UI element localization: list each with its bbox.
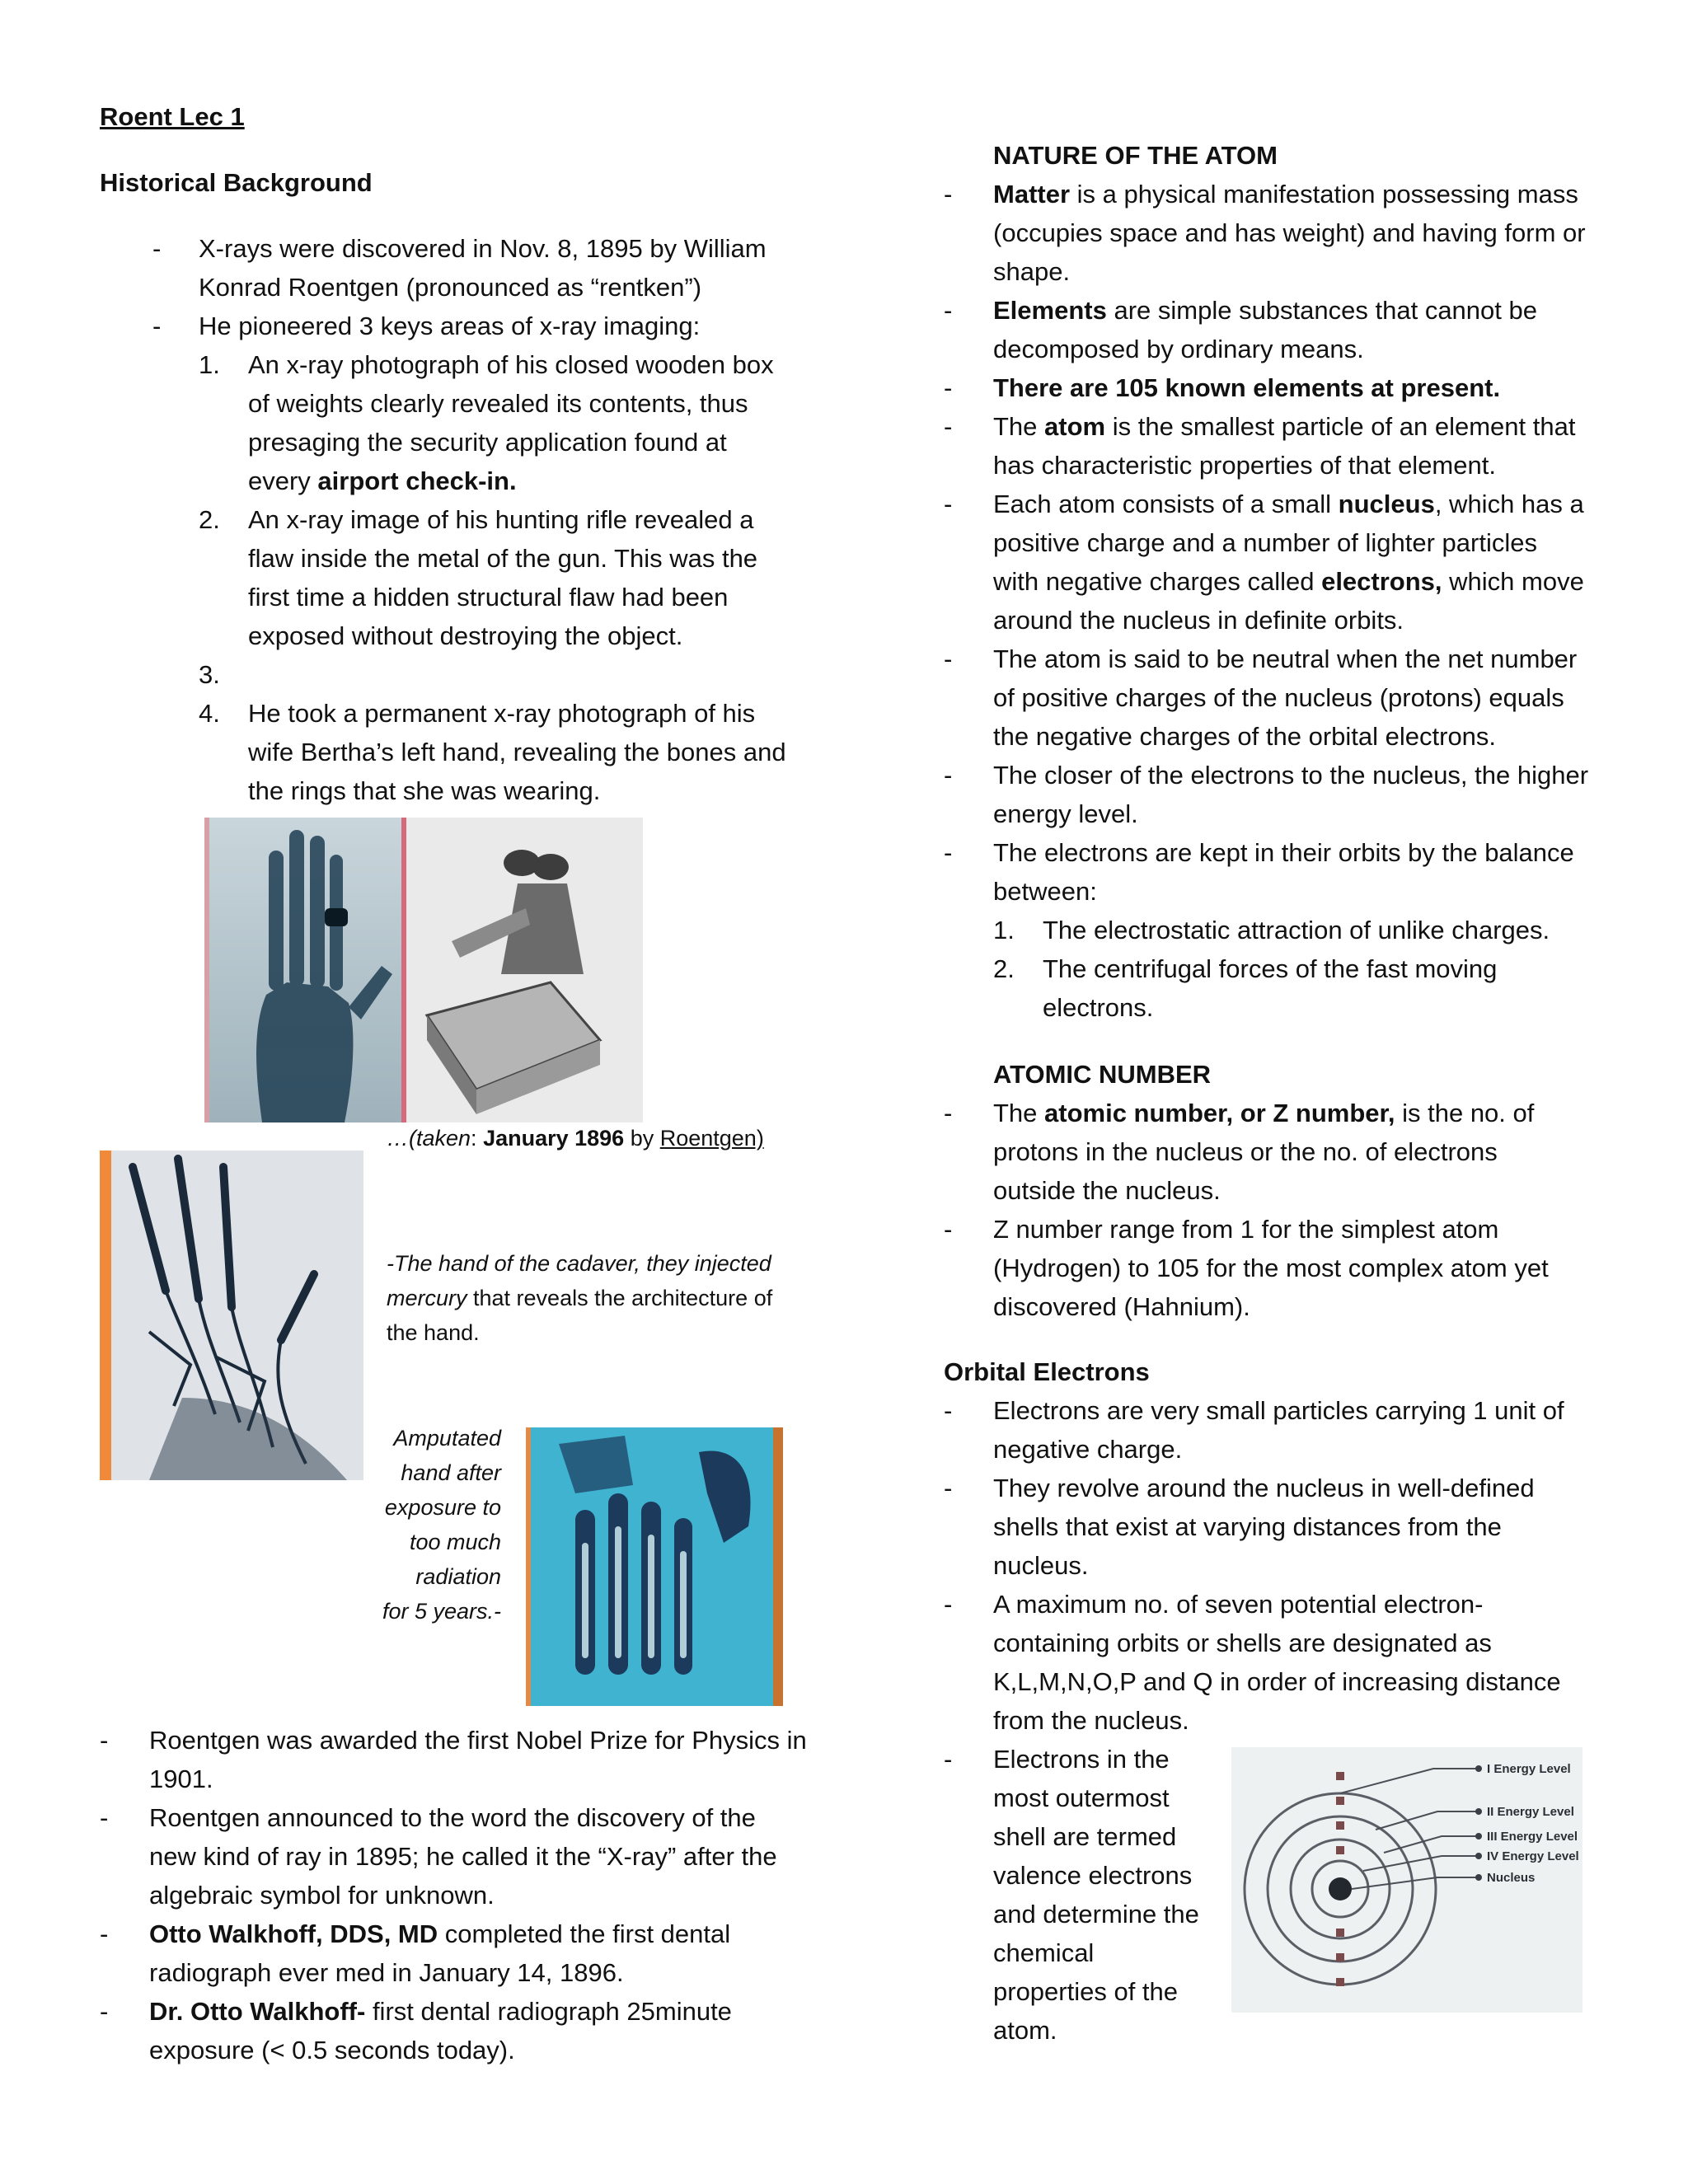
caption-line: mercury that reveals the architecture of	[387, 1286, 773, 1310]
diagram-label: I Energy Level	[1487, 1762, 1571, 1776]
diagram-label: IV Energy Level	[1487, 1849, 1579, 1863]
list-item-line: nucleus.	[993, 1551, 1089, 1580]
list-item-line: The atom is said to be neutral when the net number	[993, 644, 1578, 673]
item-number: 4.	[199, 699, 220, 728]
caption-line: radiation	[415, 1564, 501, 1589]
list-item-line: of positive charges of the nucleus (protons) equals	[993, 683, 1564, 712]
list-item-line: (Hydrogen) to 105 for the most complex atom yet	[993, 1254, 1549, 1282]
list-item-line: with negative charges called electrons, which move	[993, 567, 1584, 596]
cadaver-hand-xray-photo	[100, 1151, 363, 1480]
item-line: wife Bertha’s left hand, revealing the bones and	[248, 738, 786, 766]
list-item-line: Matter is a physical manifestation possessing mass	[993, 180, 1578, 209]
list-item-line: chemical	[993, 1938, 1095, 1967]
list-item-line: negative charge.	[993, 1435, 1183, 1464]
item-line: flaw inside the metal of the gun. This was the	[248, 544, 758, 573]
atom-energy-level-diagram	[1231, 1747, 1582, 2013]
item-line: electrons.	[1043, 993, 1154, 1022]
item-number: 3.	[199, 660, 220, 689]
list-item-line: the negative charges of the orbital electrons.	[993, 722, 1497, 751]
list-item-line: 1901.	[149, 1765, 213, 1793]
item-line: An x-ray photograph of his closed wooden box	[248, 350, 774, 379]
diagram-label: Nucleus	[1487, 1871, 1536, 1885]
list-item-line: Elements are simple substances that cannot be	[993, 296, 1537, 325]
item-line: of weights clearly revealed its contents, thus	[248, 389, 748, 418]
item-number: 1.	[199, 350, 220, 379]
caption-cadaver	[387, 1246, 815, 1350]
list-item-line: around the nucleus in definite orbits.	[993, 606, 1404, 635]
list-item-line: properties of the	[993, 1977, 1179, 2006]
list-item-line: Z number range from 1 for the simplest atom	[993, 1215, 1499, 1244]
list-item-line: Roentgen was awarded the first Nobel Prize for Physics in	[149, 1726, 807, 1755]
item-number: 1.	[993, 916, 1015, 944]
list-item-line: Electrons are very small particles carrying 1 unit of	[993, 1396, 1564, 1425]
xray-hand-illustration	[204, 818, 643, 1122]
xray-hand-and-apparatus-photo	[204, 818, 643, 1122]
item-line: every airport check-in.	[248, 466, 517, 495]
list-item-line: containing orbits or shells are designated as	[993, 1629, 1492, 1657]
caption-amputated	[354, 1421, 501, 1629]
caption-line: for 5 years.-	[382, 1599, 501, 1624]
item-number: 2.	[199, 505, 220, 534]
document-title: Roent Lec 1	[100, 102, 245, 131]
list-item-line: Dr. Otto Walkhoff- first dental radiograph 25minute	[149, 1997, 732, 2026]
caption-line: exposure to	[384, 1495, 501, 1520]
list-item-line: energy level.	[993, 799, 1138, 828]
caption-taken: …(taken: January 1896 by Roentgen)	[387, 1126, 764, 1151]
list-item-line: valence electrons	[993, 1861, 1193, 1890]
list-item-line: decomposed by ordinary means.	[993, 335, 1364, 363]
item-line: first time a hidden structural flaw had been	[248, 583, 729, 612]
nucleus-dot	[1329, 1877, 1352, 1900]
caption-line: -The hand of the cadaver, they injected	[387, 1251, 771, 1276]
list-item-line: The electrons are kept in their orbits by the balance	[993, 838, 1574, 867]
item-line: An x-ray image of his hunting rifle revealed a	[248, 505, 754, 534]
list-item-line: He pioneered 3 keys areas of x-ray imaging:	[199, 312, 701, 340]
list-item-line: atom.	[993, 2016, 1057, 2045]
list-item-line: and determine the	[993, 1900, 1199, 1929]
list-item-line: discovered (Hahnium).	[993, 1292, 1250, 1321]
list-item-line: protons in the nucleus or the no. of electrons	[993, 1137, 1498, 1166]
item-line: the rings that she was wearing.	[248, 776, 601, 805]
list-item-line: shells that exist at varying distances from the	[993, 1512, 1502, 1541]
list-item-line: has characteristic properties of that element.	[993, 451, 1496, 480]
historical-background-heading: Historical Background	[100, 168, 373, 197]
list-item-line: Otto Walkhoff, DDS, MD completed the first dental	[149, 1919, 731, 1948]
list-item-line: positive charge and a number of lighter particles	[993, 528, 1537, 557]
list-item-line: Each atom consists of a small nucleus, which has a	[993, 490, 1584, 518]
list-item-line: between:	[993, 877, 1097, 906]
atom-shells-illustration	[1231, 1747, 1582, 2013]
list-item-line: from the nucleus.	[993, 1706, 1189, 1735]
list-item-line: shape.	[993, 257, 1071, 286]
list-item-line: They revolve around the nucleus in well-defined	[993, 1474, 1535, 1502]
nature-of-atom-heading: NATURE OF THE ATOM	[993, 141, 1278, 170]
amputated-hand-photo	[526, 1427, 783, 1706]
list-item-line: radiograph ever med in January 14, 1896.	[149, 1958, 624, 1987]
list-item-line: There are 105 known elements at present.	[993, 373, 1501, 402]
list-item-line: X-rays were discovered in Nov. 8, 1895 by William	[199, 234, 767, 263]
item-number: 2.	[993, 954, 1015, 983]
atomic-number-heading: ATOMIC NUMBER	[993, 1060, 1212, 1089]
list-item-line: The closer of the electrons to the nucleus, the higher	[993, 761, 1589, 790]
list-item-line: K,L,M,N,O,P and Q in order of increasing distance	[993, 1667, 1561, 1696]
item-line: He took a permanent x-ray photograph of his	[248, 699, 756, 728]
caption-line: hand after	[401, 1460, 501, 1485]
item-line: The centrifugal forces of the fast moving	[1043, 954, 1498, 983]
amputated-hand-illustration	[526, 1427, 783, 1706]
list-item-line: shell are termed	[993, 1822, 1177, 1851]
item-line: presaging the security application found at	[248, 428, 727, 457]
diagram-label: III Energy Level	[1487, 1830, 1578, 1844]
list-item-line: outside the nucleus.	[993, 1176, 1221, 1205]
caption-line: too much	[409, 1530, 501, 1554]
list-item-line: Electrons in the	[993, 1745, 1170, 1774]
list-item-line: (occupies space and has weight) and having form or	[993, 218, 1586, 247]
list-item-line: most outermost	[993, 1783, 1170, 1812]
list-item-line: new kind of ray in 1895; he called it the “X-ray” after the	[149, 1842, 777, 1871]
caption-line: Amputated	[393, 1426, 501, 1451]
list-item-line: Roentgen announced to the word the discovery of the	[149, 1803, 756, 1832]
list-item-line: algebraic symbol for unknown.	[149, 1881, 495, 1910]
list-item-line: A maximum no. of seven potential electron-	[993, 1590, 1484, 1619]
caption-line: the hand.	[387, 1320, 480, 1345]
orbital-electrons-heading: Orbital Electrons	[944, 1357, 1150, 1386]
item-line: The electrostatic attraction of unlike charges.	[1043, 916, 1550, 944]
list-item-line: exposure (< 0.5 seconds today).	[149, 2036, 515, 2064]
item-line: exposed without destroying the object.	[248, 621, 683, 650]
list-item-line: Konrad Roentgen (pronounced as “rentken”)	[199, 273, 702, 302]
cadaver-hand-illustration	[100, 1151, 363, 1480]
list-item-line: The atom is the smallest particle of an element that	[993, 412, 1576, 441]
diagram-label: II Energy Level	[1487, 1805, 1574, 1819]
list-item-line: The atomic number, or Z number, is the no. of	[993, 1099, 1535, 1127]
